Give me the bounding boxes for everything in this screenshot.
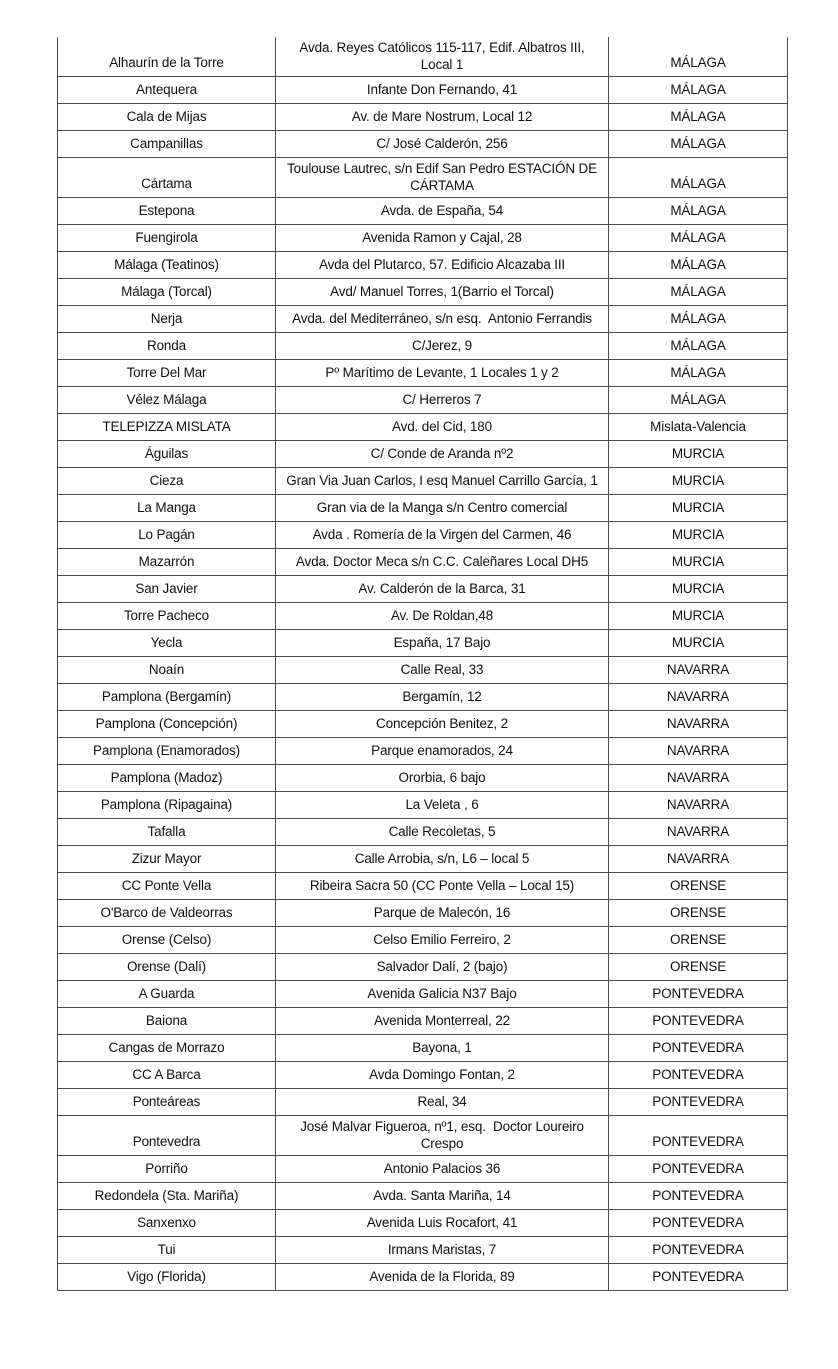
table-row xyxy=(58,927,788,954)
city-cell: Torre Pacheco xyxy=(58,603,276,630)
city-cell: Tafalla xyxy=(58,819,276,846)
province-cell: PONTEVEDRA xyxy=(609,981,788,1008)
address-cell: Bergamín, 12 xyxy=(276,684,609,711)
province-cell: MURCIA xyxy=(609,630,788,657)
table-row xyxy=(58,738,788,765)
table-row xyxy=(58,252,788,279)
city-cell: Pamplona (Ripagaina) xyxy=(58,792,276,819)
province-cell: NAVARRA xyxy=(609,765,788,792)
table-row xyxy=(58,900,788,927)
table-row xyxy=(58,981,788,1008)
province-cell: MURCIA xyxy=(609,549,788,576)
table-row xyxy=(58,1062,788,1089)
address-cell: Avda. del Mediterráneo, s/n esq. Antonio Ferrandis xyxy=(276,306,609,333)
table-row xyxy=(58,1156,788,1183)
table-row xyxy=(58,225,788,252)
table-row xyxy=(58,1008,788,1035)
province-cell: MÁLAGA xyxy=(609,198,788,225)
address-cell: Avda Domingo Fontan, 2 xyxy=(276,1062,609,1089)
table-row xyxy=(58,158,788,198)
table-row xyxy=(58,603,788,630)
city-cell: La Manga xyxy=(58,495,276,522)
city-cell: Cártama xyxy=(58,158,276,198)
address-cell: Avenida Galicia N37 Bajo xyxy=(276,981,609,1008)
city-cell: Cangas de Morrazo xyxy=(58,1035,276,1062)
address-cell: Infante Don Fernando, 41 xyxy=(276,77,609,104)
city-cell: Pamplona (Enamorados) xyxy=(58,738,276,765)
table-row xyxy=(58,1035,788,1062)
city-cell: Antequera xyxy=(58,77,276,104)
table-row xyxy=(58,576,788,603)
city-cell: Torre Del Mar xyxy=(58,360,276,387)
address-cell: Concepción Benitez, 2 xyxy=(276,711,609,738)
city-cell: Vélez Málaga xyxy=(58,387,276,414)
address-cell: Salvador Dalí, 2 (bajo) xyxy=(276,954,609,981)
address-cell: Avenida Ramon y Cajal, 28 xyxy=(276,225,609,252)
table-row xyxy=(58,131,788,158)
city-cell: Málaga (Torcal) xyxy=(58,279,276,306)
city-cell: Estepona xyxy=(58,198,276,225)
city-cell: Ronda xyxy=(58,333,276,360)
address-cell: Ribeira Sacra 50 (CC Ponte Vella – Local 15) xyxy=(276,873,609,900)
address-cell: Avd. del Cid, 180 xyxy=(276,414,609,441)
table-row xyxy=(58,1116,788,1156)
address-cell: C/ José Calderón, 256 xyxy=(276,131,609,158)
table-row xyxy=(58,1183,788,1210)
province-cell: MÁLAGA xyxy=(609,77,788,104)
address-cell: Av. Calderón de la Barca, 31 xyxy=(276,576,609,603)
province-cell: PONTEVEDRA xyxy=(609,1237,788,1264)
address-cell: Avda. de España, 54 xyxy=(276,198,609,225)
city-cell: San Javier xyxy=(58,576,276,603)
province-cell: MÁLAGA xyxy=(609,225,788,252)
province-cell: MÁLAGA xyxy=(609,387,788,414)
province-cell: MÁLAGA xyxy=(609,158,788,198)
address-cell: Avda. Doctor Meca s/n C.C. Caleñares Local DH5 xyxy=(276,549,609,576)
province-cell: PONTEVEDRA xyxy=(609,1089,788,1116)
address-cell: Av. de Mare Nostrum, Local 12 xyxy=(276,104,609,131)
table-row xyxy=(58,711,788,738)
city-cell: Mazarrón xyxy=(58,549,276,576)
city-cell: Noaín xyxy=(58,657,276,684)
table-row xyxy=(58,495,788,522)
city-cell: Campanillas xyxy=(58,131,276,158)
province-cell: MURCIA xyxy=(609,495,788,522)
address-cell: Celso Emilio Ferreiro, 2 xyxy=(276,927,609,954)
address-cell: Avd/ Manuel Torres, 1(Barrio el Torcal) xyxy=(276,279,609,306)
province-cell: MÁLAGA xyxy=(609,131,788,158)
city-cell: Pamplona (Concepción) xyxy=(58,711,276,738)
city-cell: Porriño xyxy=(58,1156,276,1183)
province-cell: PONTEVEDRA xyxy=(609,1116,788,1156)
table-row xyxy=(58,198,788,225)
address-cell: Avda . Romería de la Virgen del Carmen, 46 xyxy=(276,522,609,549)
province-cell: PONTEVEDRA xyxy=(609,1035,788,1062)
address-cell: Avenida Monterreal, 22 xyxy=(276,1008,609,1035)
province-cell: ORENSE xyxy=(609,954,788,981)
city-cell: Cala de Mijas xyxy=(58,104,276,131)
city-cell: Águilas xyxy=(58,441,276,468)
province-cell: MURCIA xyxy=(609,441,788,468)
address-cell: La Veleta , 6 xyxy=(276,792,609,819)
province-cell: NAVARRA xyxy=(609,657,788,684)
province-cell: MÁLAGA xyxy=(609,252,788,279)
table-row xyxy=(58,873,788,900)
table-row xyxy=(58,1264,788,1291)
table-row xyxy=(58,630,788,657)
address-cell: Toulouse Lautrec, s/n Edif San Pedro ESTACIÓN DE CÁRTAMA xyxy=(276,158,609,198)
province-cell: PONTEVEDRA xyxy=(609,1183,788,1210)
province-cell: NAVARRA xyxy=(609,738,788,765)
city-cell: Orense (Celso) xyxy=(58,927,276,954)
table-row xyxy=(58,360,788,387)
province-cell: NAVARRA xyxy=(609,819,788,846)
address-cell: Ororbia, 6 bajo xyxy=(276,765,609,792)
address-cell: Parque enamorados, 24 xyxy=(276,738,609,765)
city-cell: A Guarda xyxy=(58,981,276,1008)
city-cell: Fuengirola xyxy=(58,225,276,252)
city-cell: Alhaurín de la Torre xyxy=(58,37,276,77)
province-cell: PONTEVEDRA xyxy=(609,1210,788,1237)
city-cell: Ponteáreas xyxy=(58,1089,276,1116)
table-row xyxy=(58,954,788,981)
province-cell: MÁLAGA xyxy=(609,306,788,333)
city-cell: Nerja xyxy=(58,306,276,333)
address-cell: Bayona, 1 xyxy=(276,1035,609,1062)
table-row xyxy=(58,468,788,495)
city-cell: Lo Pagán xyxy=(58,522,276,549)
locations-table-body xyxy=(58,37,788,1291)
province-cell: ORENSE xyxy=(609,927,788,954)
city-cell: Málaga (Teatinos) xyxy=(58,252,276,279)
city-cell: Sanxenxo xyxy=(58,1210,276,1237)
address-cell: Avda. Reyes Católicos 115-117, Edif. Albatros III, Local 1 xyxy=(276,37,609,77)
city-cell: Orense (Dalí) xyxy=(58,954,276,981)
address-cell: Irmans Maristas, 7 xyxy=(276,1237,609,1264)
city-cell: Vigo (Florida) xyxy=(58,1264,276,1291)
table-row xyxy=(58,37,788,77)
city-cell: Cieza xyxy=(58,468,276,495)
address-cell: José Malvar Figueroa, nº1, esq. Doctor Loureiro Crespo xyxy=(276,1116,609,1156)
table-row xyxy=(58,77,788,104)
province-cell: NAVARRA xyxy=(609,711,788,738)
province-cell: ORENSE xyxy=(609,873,788,900)
city-cell: Pamplona (Bergamín) xyxy=(58,684,276,711)
table-row xyxy=(58,1089,788,1116)
city-cell: Redondela (Sta. Mariña) xyxy=(58,1183,276,1210)
province-cell: Mislata-Valencia xyxy=(609,414,788,441)
table-row xyxy=(58,441,788,468)
table-row xyxy=(58,387,788,414)
table-row xyxy=(58,657,788,684)
province-cell: NAVARRA xyxy=(609,792,788,819)
address-cell: C/ Herreros 7 xyxy=(276,387,609,414)
table-row xyxy=(58,549,788,576)
province-cell: PONTEVEDRA xyxy=(609,1156,788,1183)
table-row xyxy=(58,765,788,792)
city-cell: Tui xyxy=(58,1237,276,1264)
city-cell: Yecla xyxy=(58,630,276,657)
province-cell: PONTEVEDRA xyxy=(609,1062,788,1089)
address-cell: Calle Real, 33 xyxy=(276,657,609,684)
province-cell: MÁLAGA xyxy=(609,37,788,77)
province-cell: MÁLAGA xyxy=(609,104,788,131)
province-cell: MURCIA xyxy=(609,603,788,630)
locations-table-container xyxy=(57,37,787,1291)
province-cell: MÁLAGA xyxy=(609,279,788,306)
city-cell: Pamplona (Madoz) xyxy=(58,765,276,792)
address-cell: España, 17 Bajo xyxy=(276,630,609,657)
province-cell: PONTEVEDRA xyxy=(609,1264,788,1291)
address-cell: Parque de Malecón, 16 xyxy=(276,900,609,927)
city-cell: Baiona xyxy=(58,1008,276,1035)
table-row xyxy=(58,1210,788,1237)
address-cell: Avda. Santa Mariña, 14 xyxy=(276,1183,609,1210)
table-row xyxy=(58,279,788,306)
address-cell: Pº Marítimo de Levante, 1 Locales 1 y 2 xyxy=(276,360,609,387)
address-cell: Gran via de la Manga s/n Centro comercial xyxy=(276,495,609,522)
province-cell: MURCIA xyxy=(609,468,788,495)
province-cell: NAVARRA xyxy=(609,684,788,711)
address-cell: Avenida de la Florida, 89 xyxy=(276,1264,609,1291)
address-cell: Avenida Luis Rocafort, 41 xyxy=(276,1210,609,1237)
province-cell: MURCIA xyxy=(609,522,788,549)
city-cell: Pontevedra xyxy=(58,1116,276,1156)
locations-table xyxy=(57,37,788,1291)
table-row xyxy=(58,522,788,549)
province-cell: PONTEVEDRA xyxy=(609,1008,788,1035)
table-row xyxy=(58,1237,788,1264)
address-cell: Gran Via Juan Carlos, I esq Manuel Carrillo García, 1 xyxy=(276,468,609,495)
address-cell: Real, 34 xyxy=(276,1089,609,1116)
city-cell: CC A Barca xyxy=(58,1062,276,1089)
city-cell: O'Barco de Valdeorras xyxy=(58,900,276,927)
address-cell: Calle Arrobia, s/n, L6 – local 5 xyxy=(276,846,609,873)
province-cell: ORENSE xyxy=(609,900,788,927)
address-cell: Av. De Roldan,48 xyxy=(276,603,609,630)
table-row xyxy=(58,846,788,873)
address-cell: C/Jerez, 9 xyxy=(276,333,609,360)
address-cell: C/ Conde de Aranda nº2 xyxy=(276,441,609,468)
table-row xyxy=(58,414,788,441)
table-row xyxy=(58,684,788,711)
address-cell: Antonio Palacios 36 xyxy=(276,1156,609,1183)
province-cell: NAVARRA xyxy=(609,846,788,873)
province-cell: MÁLAGA xyxy=(609,360,788,387)
address-cell: Avda del Plutarco, 57. Edificio Alcazaba III xyxy=(276,252,609,279)
address-cell: Calle Recoletas, 5 xyxy=(276,819,609,846)
city-cell: TELEPIZZA MISLATA xyxy=(58,414,276,441)
city-cell: Zizur Mayor xyxy=(58,846,276,873)
province-cell: MÁLAGA xyxy=(609,333,788,360)
table-row xyxy=(58,819,788,846)
table-row xyxy=(58,333,788,360)
table-row xyxy=(58,792,788,819)
table-row xyxy=(58,306,788,333)
table-row xyxy=(58,104,788,131)
city-cell: CC Ponte Vella xyxy=(58,873,276,900)
province-cell: MURCIA xyxy=(609,576,788,603)
